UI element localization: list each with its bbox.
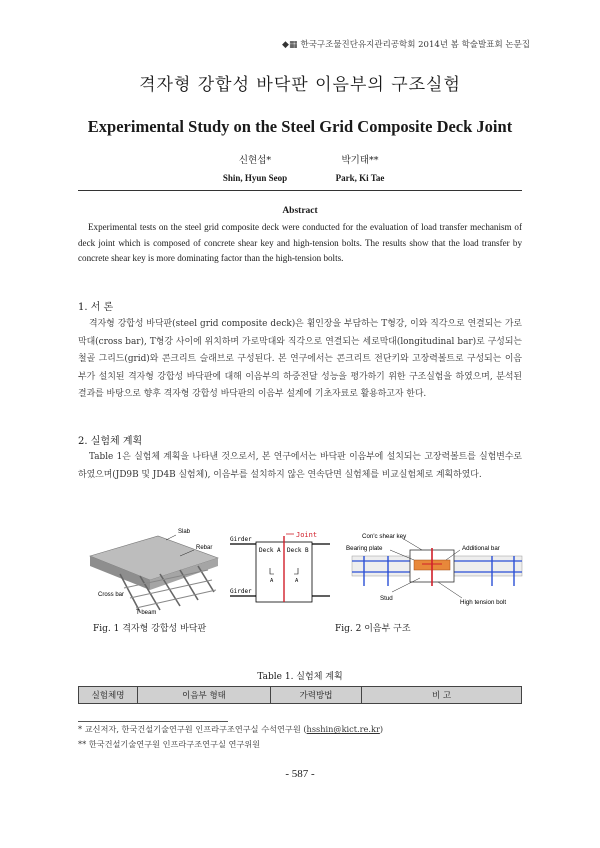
author-2-en: Park, Ki Tae (335, 173, 385, 183)
table-1-caption: Table 1. 실험체 계획 (257, 672, 343, 682)
header-text: 한국구조물진단유지관리공학회 2014년 봄 학술발표회 논문집 (300, 40, 530, 50)
label-bolt: High tension bolt (460, 599, 507, 606)
label-a1: A (270, 578, 274, 584)
figure-2-caption: Fig. 2 이음부 구조 (335, 624, 411, 634)
table-header-cell: 비 고 (362, 687, 522, 704)
title-korean: 격자형 강합성 바닥판 이음부의 구조실험 (139, 75, 461, 95)
table-header-cell: 이음부 형태 (138, 687, 271, 704)
label-girder-bottom: Girder (230, 588, 252, 595)
table-header-row (79, 687, 522, 704)
figure-plan-view (228, 530, 338, 608)
label-girder-top: Girder (230, 536, 252, 543)
label-a2: A (295, 578, 299, 584)
page-header (282, 38, 530, 50)
label-stud: Stud (380, 595, 393, 602)
label-cross-bar: Cross bar (98, 592, 125, 598)
section-1-text: 격자형 강합성 바닥판(steel grid composite deck)은 휨인장을 부담하는 T형강, 이와 직각으로 연결되는 가로막대(cross bar), T형강 사이에 위치하며 가로막대와 직각으로 연결되는 세로막대(longitudinal bar)로 구성되는 철골 그리드(grid)와 콘크리트 슬래브로 구성된다. 본 연구에서는 콘크리트 전단키와 고장력볼트로 구성되는 이음부가 설치된 격자형 강합성 바닥판에 대해 이음부의 하중전달 성능을 평가하기 위한 구조실험을 하였으며, 분석된 결과를 바탕으로 향후 격자형 강합성 바닥판의 이음부 설계에 기초자료로 활용하고자 한다. (78, 319, 522, 399)
author-1-en: Shin, Hyun Seop (222, 173, 288, 183)
abstract-text: Experimental tests on the steel grid composite deck were conducted for the evaluation of load transfer mechanism of deck joint which is composed of concrete shear key and high-tension bolts. The results show that the load transfer by concrete shear key is more dominating factor than the high-tension bolts. (78, 222, 522, 264)
abstract-title: Abstract (282, 206, 318, 216)
title-divider (78, 190, 522, 191)
table-header-cell: 가력방법 (271, 687, 362, 704)
label-deck-b: Deck B (287, 547, 309, 554)
author-2-ko: 박기태** (341, 155, 379, 166)
section-1-heading: 1. 서 론 (78, 302, 114, 313)
label-shear-key: Con'c shear key (362, 533, 407, 540)
label-bearing-plate: Bearing plate (346, 545, 383, 552)
header-mark: ◆▦ (282, 40, 298, 50)
section-2-heading: 2. 실험체 계획 (78, 436, 143, 447)
footnote-1-close: ) (379, 724, 384, 734)
section-2-text: Table 1은 실험체 계획을 나타낸 것으로서, 본 연구에서는 바닥판 이음부에 설치되는 고장력볼트를 실험변수로 하였으며(JD9B 및 JD4B 실험체), 이음부를 설치하지 않은 연속단면 실험체를 비교실험체로 계획하였다. (78, 452, 522, 480)
figure-1-deck (80, 518, 220, 616)
table-1 (78, 686, 522, 704)
author-2 (300, 152, 420, 183)
page-number: - 587 - (285, 768, 315, 780)
label-deck-a: Deck A (259, 547, 281, 554)
footnote-divider (78, 721, 228, 722)
author-1-ko: 신현섭* (238, 155, 272, 166)
figure-2-joint (342, 528, 524, 610)
label-slab: Slab (178, 529, 191, 535)
label-t-beam: T-beam (136, 610, 157, 616)
footnote-1 (78, 724, 383, 735)
label-rebar: Rebar (196, 545, 213, 551)
label-additional-bar: Additional bar (462, 545, 500, 552)
footnote-1-text: * 교신저자, 한국건설기술연구원 인프라구조연구실 수석연구원 ( (78, 724, 307, 734)
title-english: Experimental Study on the Steel Grid Composite Deck Joint (87, 117, 513, 136)
footnote-email-link[interactable]: hsshin@kict.re.kr (306, 724, 380, 734)
footnote-2: ** 한국건설기술연구원 인프라구조연구실 연구위원 (78, 739, 261, 749)
author-1 (195, 152, 315, 183)
label-joint: Joint (296, 531, 318, 539)
figure-1-caption: Fig. 1 격자형 강합성 바닥판 (93, 624, 207, 634)
table-header-cell: 실험체명 (79, 687, 138, 704)
